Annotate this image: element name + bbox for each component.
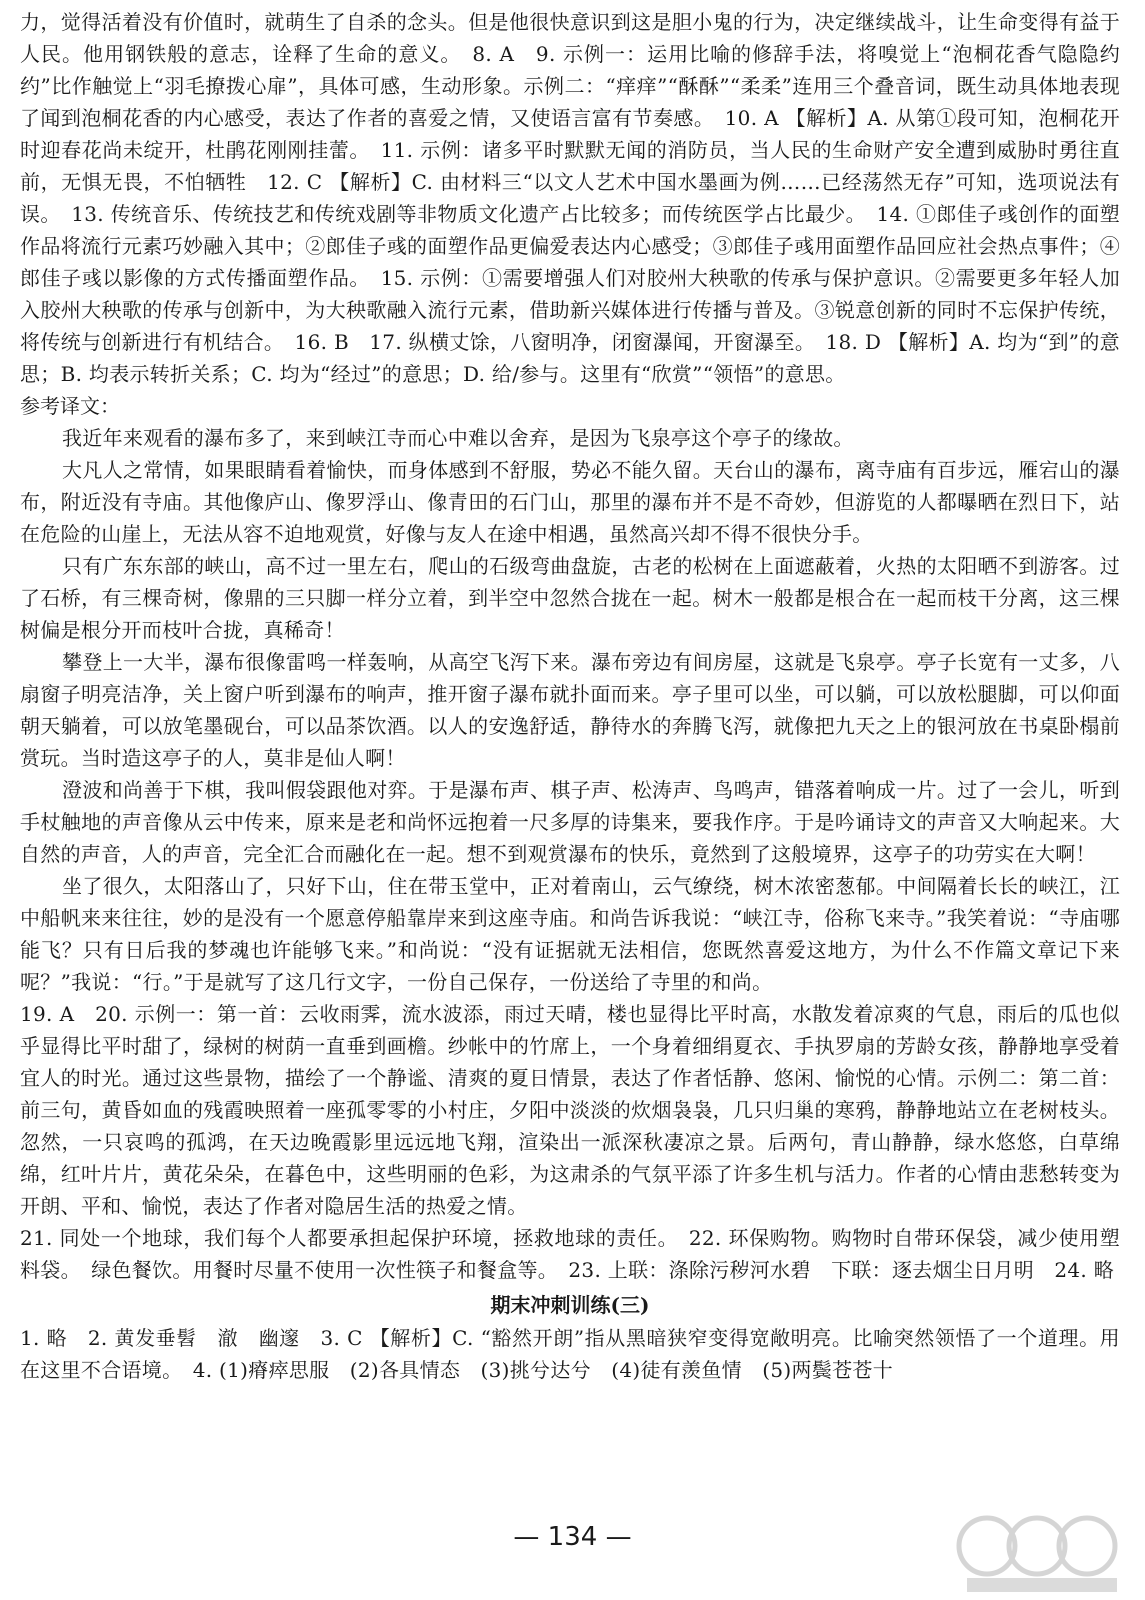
translation-section: [20, 422, 1120, 998]
answers-part-3: 21. 同处一个地球，我们每个人都要承担起保护环境，拯救地球的责任。 22. 环保购物。购物时自带环保袋，减少使用塑料袋。 绿色餐饮。用餐时尽量不使用一次性筷子和餐盒等。 23. 上联：涤除污秽河水碧 下联：逐去烟尘日月明 24. 略: [20, 1226, 1120, 1282]
section-answers: 1. 略 2. 黄发垂髫 澈 幽邃 3. C 【解析】C. “豁然开朗”指从黑暗狭窄变得宽敞明亮。比喻突然领悟了一个道理。用在这里不合语境。 4. (1)瘠瘁思服 (2)各具情态 (3)挑兮达兮 (4)徒有羡鱼情 (5)两鬓苍苍十: [20, 1326, 1120, 1382]
translation-paragraph: 我近年来观看的瀑布多了，来到峡江寺而心中难以舍弃，是因为飞泉亭这个亭子的缘故。: [62, 426, 854, 450]
watermark-logo: [927, 1504, 1137, 1594]
translation-paragraph: 澄波和尚善于下棋，我叫假袋跟他对弈。于是瀑布声、棋子声、松涛声、鸟鸣声，错落着响成一片。过了一会儿，听到手杖触地的声音像从云中传来，原来是老和尚怀远抱着一尺多厚的诗集来，要我作序。于是吟诵诗文的声音又大响起来。大自然的声音，人的声音，完全汇合而融化在一起。想不到观赏瀑布的快乐，竟然到了这般境界，这亭子的功劳实在大啊！: [20, 778, 1120, 866]
translation-label: 参考译文：: [20, 394, 120, 418]
translation-paragraph: 只有广东东部的峡山，高不过一里左右，爬山的石级弯曲盘旋，古老的松树在上面遮蔽着，火热的太阳晒不到游客。过了石桥，有三棵奇树，像鼎的三只脚一样分立着，到半空中忽然合拢在一起。树木一般都是根合在一起而枝干分离，这三棵树偏是根分开而枝叶合拢，真稀奇！: [20, 554, 1120, 642]
answers-part-2: 19. A 20. 示例一：第一首：云收雨霁，流水波添，雨过天晴，楼也显得比平时高，水散发着凉爽的气息，雨后的瓜也似乎显得比平时甜了，绿树的树荫一直垂到画檐。纱帐中的竹席上，一个身着细绢夏衣、手执罗扇的芳龄女孩，静静地享受着宜人的时光。通过这些景物，描绘了一个静谧、清爽的夏日情景，表达了作者恬静、悠闲、愉悦的心情。示例二：第二首：前三句，黄昏如血的残霞映照着一座孤零零的小村庄，夕阳中淡淡的炊烟袅袅，几只归巢的寒鸦，静静地站立在老树枝头。忽然，一只哀鸣的孤鸿，在天边晚霞影里远远地飞翔，渲染出一派深秋凄凉之景。后两句，青山静静，绿水悠悠，白草绵绵，红叶片片，黄花朵朵，在暮色中，这些明丽的色彩，为这肃杀的气氛平添了许多生机与活力。作者的心情由悲愁转变为开朗、平和、愉悦，表达了作者对隐居生活的热爱之情。: [20, 1002, 1120, 1218]
answer-page: [20, 6, 1120, 1386]
section-title: 期末冲刺训练(三): [490, 1293, 650, 1317]
translation-paragraph: 攀登上一大半，瀑布很像雷鸣一样轰响，从高空飞泻下来。瀑布旁边有间房屋，这就是飞泉亭。亭子长宽有一丈多，八扇窗子明亮洁净，关上窗户听到瀑布的响声，推开窗子瀑布就扑面而来。亭子里可以坐，可以躺，可以放松腿脚，可以仰面朝天躺着，可以放笔墨砚台，可以品茶饮酒。以人的安逸舒适，静待水的奔腾飞泻，就像把九天之上的银河放在书桌卧榻前赏玩。当时造这亭子的人，莫非是仙人啊！: [20, 650, 1120, 770]
answers-part-1: 力，觉得活着没有价值时，就萌生了自杀的念头。但是他很快意识到这是胆小鬼的行为，决定继续战斗，让生命变得有益于人民。他用钢铁般的意志，诠释了生命的意义。 8. A 9. 示例一：运用比喻的修辞手法，将嗅觉上“泡桐花香气隐隐约约”比作触觉上“羽毛撩拨心扉”，具体可感，生动形象。示例二：“痒痒”“酥酥”“柔柔”连用三个叠音词，既生动具体地表现了闻到泡桐花香的内心感受，表达了作者的喜爱之情，又使语言富有节奏感。 10. A 【解析】A. 从第①段可知，泡桐花开时迎春花尚未绽开，杜鹃花刚刚挂蕾。 11. 示例：诸多平时默默无闻的消防员，当人民的生命财产安全遭到威胁时勇往直前，无惧无畏，不怕牺牲 12. C 【解析】C. 由材料三“以文人艺术中国水墨画为例……已经荡然无存”可知，选项说法有误。 13. 传统音乐、传统技艺和传统戏剧等非物质文化遗产占比较多；而传统医学占比最少。 14. ①郎佳子彧创作的面塑作品将流行元素巧妙融入其中；②郎佳子彧的面塑作品更偏爱表达内心感受；③郎佳子彧用面塑作品回应社会热点事件；④郎佳子彧以影像的方式传播面塑作品。 15. 示例：①需要增强人们对胶州大秧歌的传承与保护意识。②需要更多年轻人加入胶州大秧歌的传承与创新中，为大秧歌融入流行元素，借助新兴媒体进行传播与普及。③锐意创新的同时不忘保护传统，将传统与创新进行有机结合。 16. B 17. 纵横丈馀，八窗明净，闭窗瀑闻，开窗瀑至。 18. D 【解析】A. 均为“到”的意思；B. 均表示转折关系；C. 均为“经过”的意思；D. 给/参与。这里有“欣赏”“领悟”的意思。: [20, 10, 1120, 386]
page-number: — 134 —: [513, 1522, 632, 1552]
translation-paragraph: 坐了很久，太阳落山了，只好下山，住在带玉堂中，正对着南山，云气缭绕，树木浓密葱郁。中间隔着长长的峡江，江中船帆来来往往，妙的是没有一个愿意停船靠岸来到这座寺庙。和尚告诉我说：“峡江寺，俗称飞来寺。”我笑着说：“寺庙哪能飞？只有日后我的梦魂也许能够飞来。”和尚说：“没有证据就无法相信，您既然喜爱这地方，为什么不作篇文章记下来呢？”我说：“行。”于是就写了这几行文字，一份自己保存，一份送给了寺里的和尚。: [20, 874, 1120, 994]
translation-paragraph: 大凡人之常情，如果眼睛看着愉快，而身体感到不舒服，势必不能久留。天台山的瀑布，离寺庙有百步远，雁宕山的瀑布，附近没有寺庙。其他像庐山、像罗浮山、像青田的石门山，那里的瀑布并不是不奇妙，但游览的人都曝晒在烈日下，站在危险的山崖上，无法从容不迫地观赏，好像与友人在途中相遇，虽然高兴却不得不很快分手。: [20, 458, 1120, 546]
